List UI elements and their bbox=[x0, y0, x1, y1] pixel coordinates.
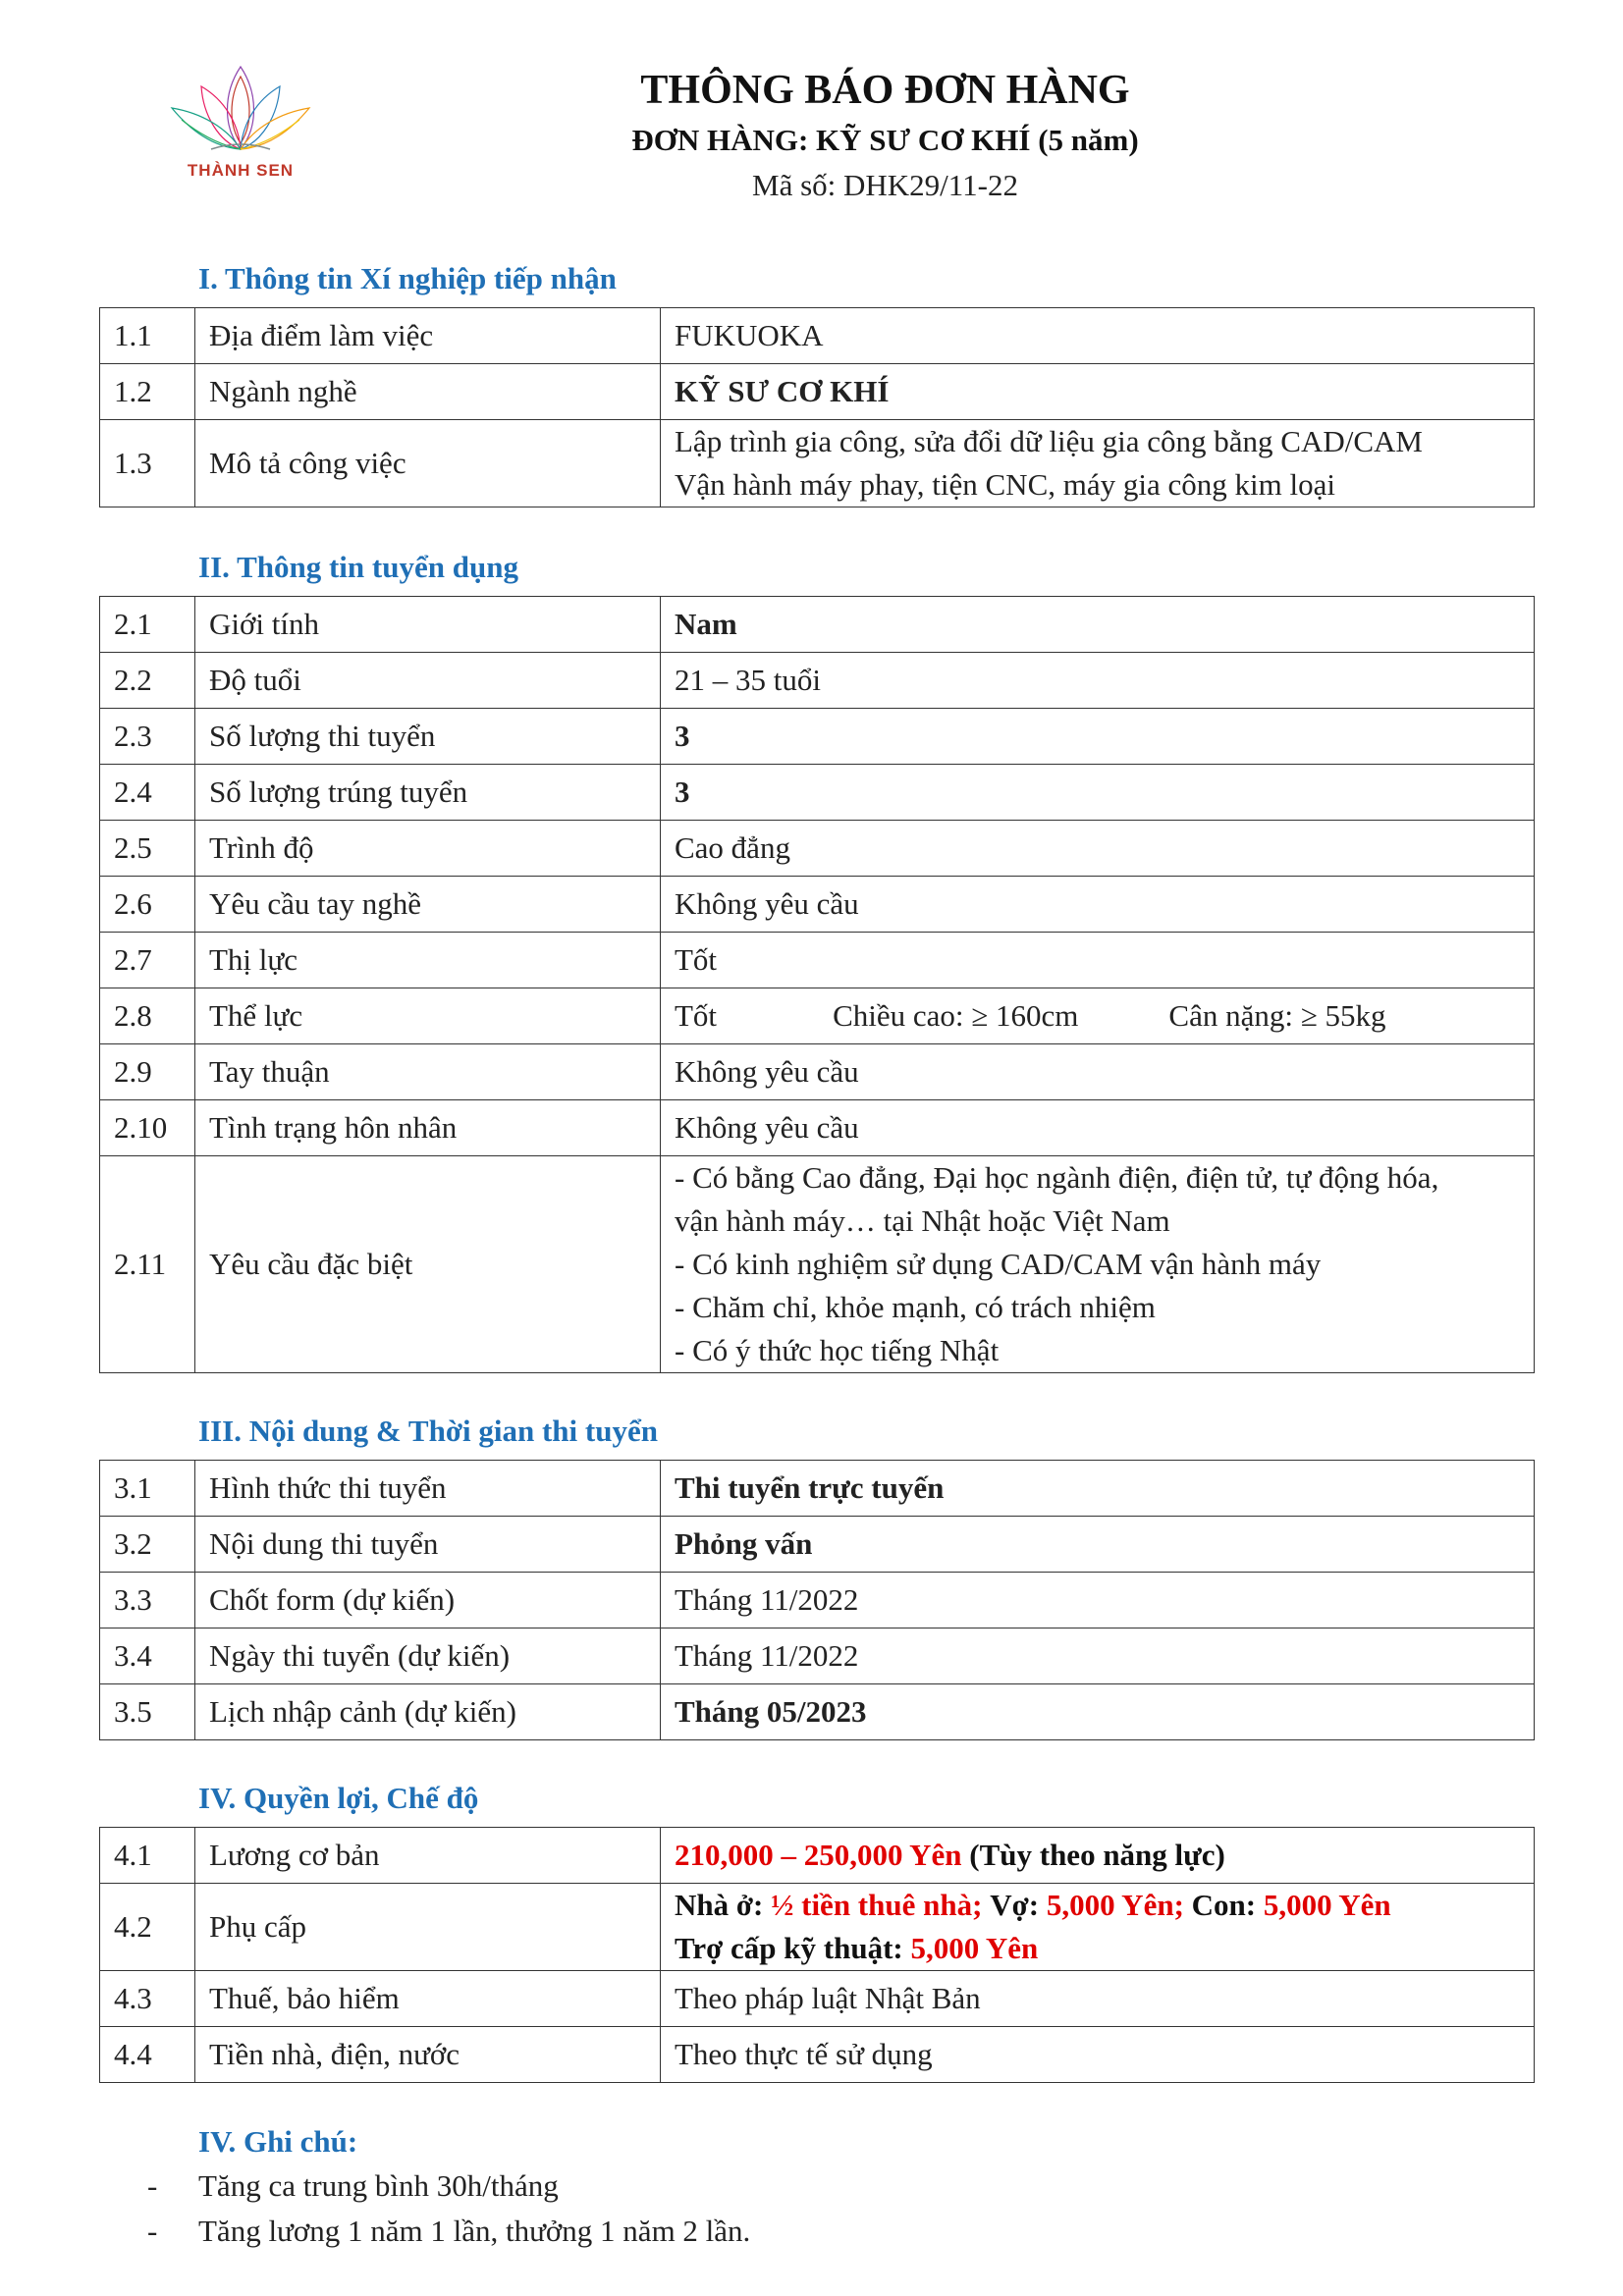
table-row bbox=[100, 709, 1535, 765]
row-number: 3.4 bbox=[100, 1629, 195, 1684]
row-value: 3 bbox=[661, 709, 1535, 765]
note-text: Tăng ca trung bình 30h/tháng bbox=[198, 2168, 559, 2203]
value-line: - Chăm chỉ, khỏe mạnh, có trách nhiệm bbox=[675, 1290, 1156, 1324]
row-number: 1.2 bbox=[100, 364, 195, 420]
row-label: Nội dung thi tuyển bbox=[195, 1517, 661, 1573]
row-label: Yêu cầu đặc biệt bbox=[195, 1156, 661, 1373]
housing-label: Nhà ở: bbox=[675, 1888, 764, 1922]
value-line: Vận hành máy phay, tiện CNC, máy gia công kim loại bbox=[675, 467, 1335, 502]
notes-list bbox=[147, 2163, 750, 2254]
table-row bbox=[100, 653, 1535, 709]
row-number: 2.2 bbox=[100, 653, 195, 709]
table-row bbox=[100, 933, 1535, 988]
housing-value: ½ tiền thuê nhà; bbox=[771, 1888, 983, 1922]
row-label: Hình thức thi tuyển bbox=[195, 1461, 661, 1517]
row-number: 4.1 bbox=[100, 1828, 195, 1884]
row-label: Số lượng trúng tuyển bbox=[195, 765, 661, 821]
row-value: Tốt bbox=[661, 933, 1535, 988]
note-text: Tăng lương 1 năm 1 lần, thưởng 1 năm 2 lần. bbox=[198, 2214, 751, 2248]
row-value: Không yêu cầu bbox=[661, 1044, 1535, 1100]
row-label: Địa điểm làm việc bbox=[195, 308, 661, 364]
row-number: 2.10 bbox=[100, 1100, 195, 1156]
notes-title: IV. Ghi chú: bbox=[198, 2124, 358, 2159]
allowance-line bbox=[675, 1927, 1520, 1970]
row-value: Thi tuyển trực tuyến bbox=[661, 1461, 1535, 1517]
row-label: Ngành nghề bbox=[195, 364, 661, 420]
table-row bbox=[100, 821, 1535, 877]
row-value: Tháng 11/2022 bbox=[661, 1573, 1535, 1629]
salary-value: 210,000 – 250,000 Yên bbox=[675, 1838, 962, 1872]
document-code: Mã số: DHK29/11-22 bbox=[752, 168, 1018, 202]
row-number: 2.7 bbox=[100, 933, 195, 988]
row-label: Số lượng thi tuyển bbox=[195, 709, 661, 765]
row-number: 4.2 bbox=[100, 1884, 195, 1971]
section-1-table bbox=[99, 307, 1535, 507]
table-row bbox=[100, 308, 1535, 364]
weight-requirement: Cân nặng: ≥ 55kg bbox=[1168, 998, 1386, 1033]
row-value: Không yêu cầu bbox=[661, 1100, 1535, 1156]
row-value: Nam bbox=[661, 597, 1535, 653]
value-line: - Có ý thức học tiếng Nhật bbox=[675, 1333, 1000, 1367]
salary-note: (Tùy theo năng lực) bbox=[969, 1838, 1225, 1872]
table-row bbox=[100, 988, 1535, 1044]
table-row bbox=[100, 2027, 1535, 2083]
row-label: Giới tính bbox=[195, 597, 661, 653]
table-row bbox=[100, 597, 1535, 653]
section-3-title: III. Nội dung & Thời gian thi tuyển bbox=[198, 1414, 658, 1448]
list-bullet: - bbox=[147, 2214, 158, 2248]
row-value: 21 – 35 tuổi bbox=[661, 653, 1535, 709]
table-row bbox=[100, 1156, 1535, 1373]
section-3-table bbox=[99, 1460, 1535, 1740]
table-row bbox=[100, 1517, 1535, 1573]
section-1-title: I. Thông tin Xí nghiệp tiếp nhận bbox=[198, 261, 617, 295]
row-number: 4.4 bbox=[100, 2027, 195, 2083]
table-row bbox=[100, 765, 1535, 821]
table-row bbox=[100, 1100, 1535, 1156]
height-requirement: Chiều cao: ≥ 160cm bbox=[833, 998, 1079, 1033]
document-subtitle: ĐƠN HÀNG: KỸ SƯ CƠ KHÍ (5 năm) bbox=[631, 123, 1139, 157]
tech-allowance-value: 5,000 Yên bbox=[910, 1931, 1039, 1965]
child-label: Con: bbox=[1191, 1888, 1257, 1922]
row-value: Theo pháp luật Nhật Bản bbox=[661, 1971, 1535, 2027]
row-label: Ngày thi tuyển (dự kiến) bbox=[195, 1629, 661, 1684]
row-number: 2.3 bbox=[100, 709, 195, 765]
row-label: Tình trạng hôn nhân bbox=[195, 1100, 661, 1156]
row-value: 3 bbox=[661, 765, 1535, 821]
tech-allowance-label: Trợ cấp kỹ thuật: bbox=[675, 1931, 903, 1965]
table-row bbox=[100, 1971, 1535, 2027]
section-2-table bbox=[99, 596, 1535, 1373]
table-row bbox=[100, 1461, 1535, 1517]
row-value: Theo thực tế sử dụng bbox=[661, 2027, 1535, 2083]
table-row bbox=[100, 1684, 1535, 1740]
row-number: 2.9 bbox=[100, 1044, 195, 1100]
list-item bbox=[147, 2163, 750, 2209]
section-4-title: IV. Quyền lợi, Chế độ bbox=[198, 1781, 479, 1815]
row-label: Trình độ bbox=[195, 821, 661, 877]
row-value: Tháng 11/2022 bbox=[661, 1629, 1535, 1684]
row-number: 4.3 bbox=[100, 1971, 195, 2027]
row-number: 2.11 bbox=[100, 1156, 195, 1373]
row-value: FUKUOKA bbox=[661, 308, 1535, 364]
row-value: Phỏng vấn bbox=[661, 1517, 1535, 1573]
table-row bbox=[100, 1044, 1535, 1100]
value-line: - Có bằng Cao đẳng, Đại học ngành điện, điện tử, tự động hóa, bbox=[675, 1160, 1439, 1195]
row-number: 2.1 bbox=[100, 597, 195, 653]
row-label: Chốt form (dự kiến) bbox=[195, 1573, 661, 1629]
value-line: - Có kinh nghiệm sử dụng CAD/CAM vận hành máy bbox=[675, 1247, 1322, 1281]
table-row bbox=[100, 420, 1535, 507]
row-value: Tháng 05/2023 bbox=[661, 1684, 1535, 1740]
row-value bbox=[661, 1156, 1535, 1373]
table-row bbox=[100, 1573, 1535, 1629]
row-number: 2.4 bbox=[100, 765, 195, 821]
row-label: Phụ cấp bbox=[195, 1884, 661, 1971]
list-bullet: - bbox=[147, 2168, 158, 2203]
table-row bbox=[100, 1629, 1535, 1684]
document-header bbox=[0, 63, 1623, 208]
row-value: KỸ SƯ CƠ KHÍ bbox=[661, 364, 1535, 420]
row-value bbox=[661, 1884, 1535, 1971]
row-label: Lương cơ bản bbox=[195, 1828, 661, 1884]
document-title: THÔNG BÁO ĐƠN HÀNG bbox=[640, 68, 1130, 113]
row-number: 1.1 bbox=[100, 308, 195, 364]
row-number: 1.3 bbox=[100, 420, 195, 507]
value-line: Lập trình gia công, sửa đổi dữ liệu gia công bằng CAD/CAM bbox=[675, 424, 1423, 458]
table-row bbox=[100, 1828, 1535, 1884]
row-label: Tiền nhà, điện, nước bbox=[195, 2027, 661, 2083]
row-value bbox=[661, 1828, 1535, 1884]
row-number: 2.5 bbox=[100, 821, 195, 877]
section-2-title: II. Thông tin tuyển dụng bbox=[198, 550, 518, 584]
row-value bbox=[661, 988, 1535, 1044]
value-line: vận hành máy… tại Nhật hoặc Việt Nam bbox=[675, 1203, 1170, 1238]
child-value: 5,000 Yên bbox=[1263, 1888, 1391, 1922]
logo-text: THÀNH SEN bbox=[187, 161, 295, 180]
row-label: Yêu cầu tay nghề bbox=[195, 877, 661, 933]
row-label: Thị lực bbox=[195, 933, 661, 988]
wife-label: Vợ: bbox=[990, 1888, 1040, 1922]
section-4-table bbox=[99, 1827, 1535, 2083]
row-number: 2.6 bbox=[100, 877, 195, 933]
wife-value: 5,000 Yên; bbox=[1046, 1888, 1184, 1922]
row-label: Mô tả công việc bbox=[195, 420, 661, 507]
row-label: Thuế, bảo hiểm bbox=[195, 1971, 661, 2027]
table-row bbox=[100, 364, 1535, 420]
row-label: Tay thuận bbox=[195, 1044, 661, 1100]
allowance-line bbox=[675, 1884, 1520, 1927]
row-number: 3.2 bbox=[100, 1517, 195, 1573]
row-label: Độ tuổi bbox=[195, 653, 661, 709]
table-row bbox=[100, 877, 1535, 933]
table-row bbox=[100, 1884, 1535, 1971]
list-item bbox=[147, 2209, 750, 2254]
row-number: 2.8 bbox=[100, 988, 195, 1044]
row-number: 3.1 bbox=[100, 1461, 195, 1517]
row-label: Thể lực bbox=[195, 988, 661, 1044]
row-value bbox=[661, 420, 1535, 507]
row-number: 3.3 bbox=[100, 1573, 195, 1629]
row-value: Không yêu cầu bbox=[661, 877, 1535, 933]
row-number: 3.5 bbox=[100, 1684, 195, 1740]
row-value: Cao đẳng bbox=[661, 821, 1535, 877]
row-label: Lịch nhập cảnh (dự kiến) bbox=[195, 1684, 661, 1740]
fitness-value: Tốt bbox=[675, 998, 718, 1033]
